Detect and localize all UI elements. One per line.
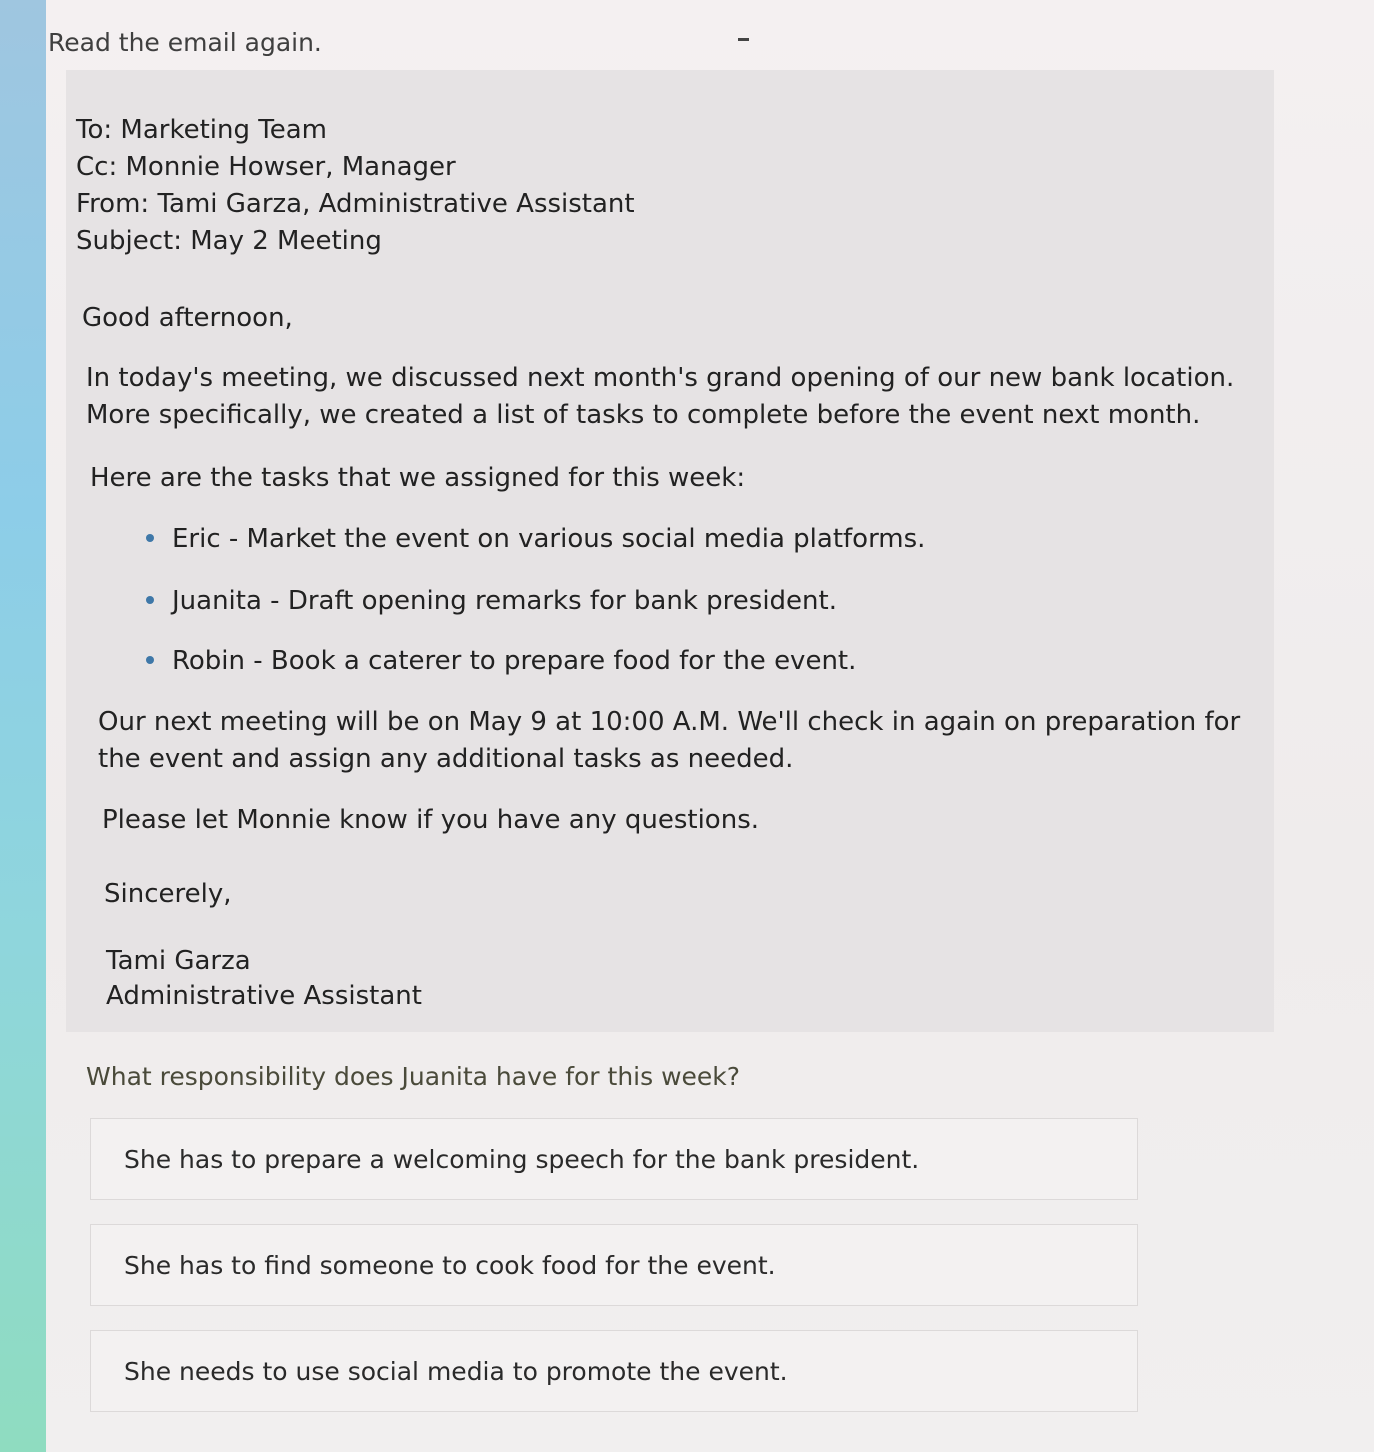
answer-choice-label: She needs to use social media to promote the event. [124, 1357, 788, 1386]
email-next-meeting-line-1: Our next meeting will be on May 9 at 10:00 A.M. We'll check in again on preparation for [98, 707, 1241, 737]
bullet-icon [146, 534, 154, 542]
left-edge-strip [0, 0, 46, 1452]
task-item [146, 586, 837, 616]
task-item [146, 524, 925, 554]
question-prompt: What responsibility does Juanita have for this week? [86, 1062, 741, 1091]
bullet-icon [146, 596, 154, 604]
email-from: From: Tami Garza, Administrative Assistant [76, 189, 635, 219]
email-closing: Sincerely, [104, 879, 232, 909]
email-cc: Cc: Monnie Howser, Manager [76, 152, 456, 182]
email-intro-line-2: More specifically, we created a list of tasks to complete before the event next month. [86, 400, 1201, 430]
answer-choice-1[interactable] [90, 1118, 1138, 1200]
email-intro-line-1: In today's meeting, we discussed next month's grand opening of our new bank location. [86, 363, 1235, 393]
email-intro [86, 360, 1234, 434]
email-subject: Subject: May 2 Meeting [76, 226, 382, 256]
answer-choice-label: She has to find someone to cook food for the event. [124, 1251, 776, 1280]
answer-choice-label: She has to prepare a welcoming speech for the bank president. [124, 1145, 920, 1174]
signature-title: Administrative Assistant [106, 981, 422, 1011]
email-tasks-heading: Here are the tasks that we assigned for this week: [90, 463, 746, 493]
bullet-icon [146, 656, 154, 664]
answer-choice-2[interactable] [90, 1224, 1138, 1306]
email-next-meeting [98, 704, 1240, 778]
instruction-text: Read the email again. [48, 28, 322, 57]
signature-name: Tami Garza [106, 946, 251, 976]
task-item [146, 646, 856, 676]
dash-mark [738, 38, 749, 41]
email-next-meeting-line-2: the event and assign any additional tasks as needed. [98, 744, 794, 774]
email-greeting: Good afternoon, [82, 303, 293, 333]
email-questions-line: Please let Monnie know if you have any questions. [102, 805, 760, 835]
email-header [76, 112, 635, 260]
task-text: Eric - Market the event on various social media platforms. [172, 524, 926, 554]
task-text: Juanita - Draft opening remarks for bank president. [172, 586, 837, 616]
answer-choice-3[interactable] [90, 1330, 1138, 1412]
task-text: Robin - Book a caterer to prepare food for the event. [172, 646, 857, 676]
email-signature [106, 944, 422, 1014]
email-to: To: Marketing Team [76, 115, 327, 145]
